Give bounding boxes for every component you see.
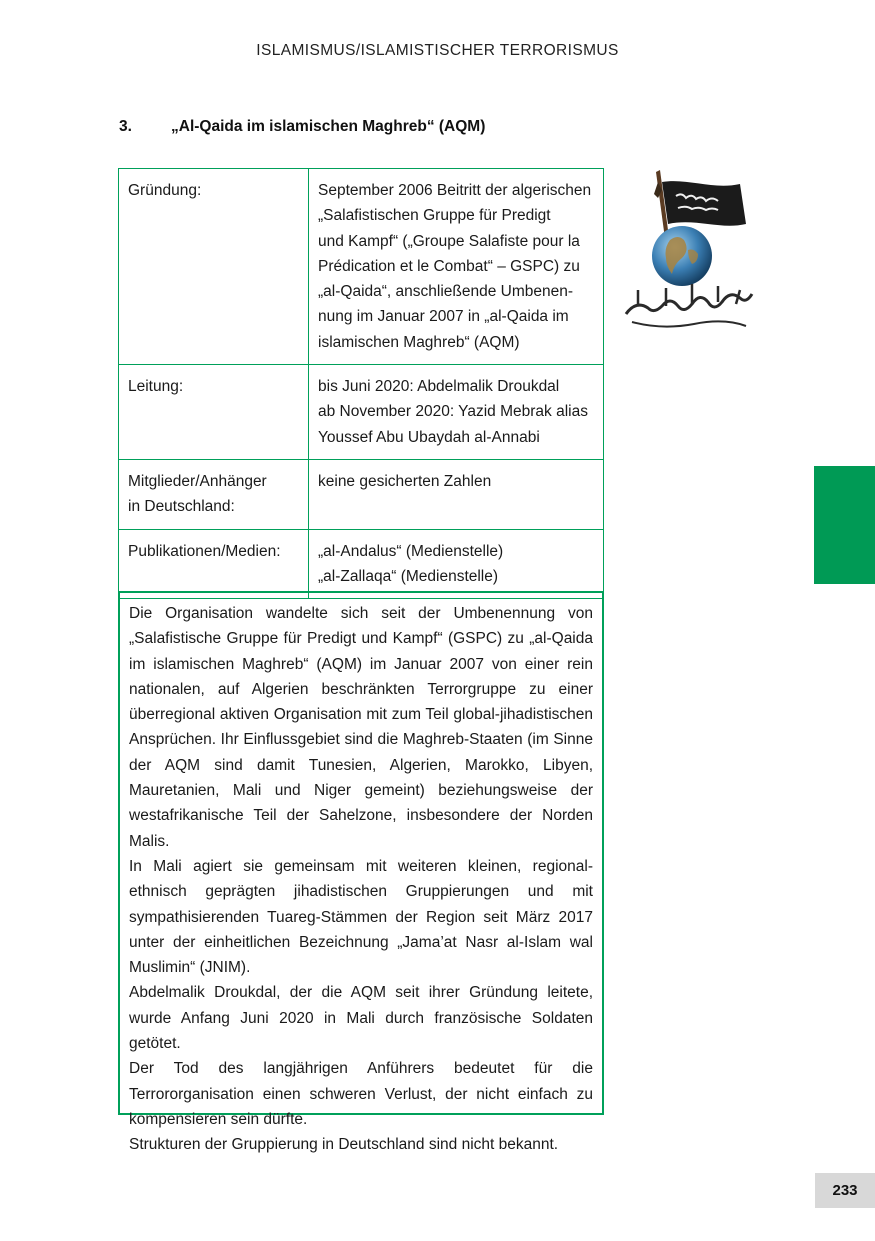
description-paragraph: In Mali agiert sie gemeinsam mit weiteren kleinen, regional-ethnisch geprägten jihadistischen Gruppierungen und mit sympathisierenden Tuareg-Stämmen der Region seit März 2017 unter der einheitlichen Bezeichnung „Jama’at Nasr al-Islam wal Muslimin“ (JNIM). xyxy=(129,857,593,977)
description-paragraph: Die Organisation wandelte sich seit der Umbenennung von „Salafistische Gruppe für Predigt und Kampf“ (GSPC) zu „al-Qaida im islamischen Maghreb“ (AQM) im Januar 2007 von einer rein nationalen, auf Algerien beschränkten Terrorgruppe zu einer überregional aktiven Organisation mit zum Teil global-jihadistischen Ansprüchen. Ihr Einflussgebiet sind die Maghreb-Staaten (im Sinne der AQM sind damit Tunesien, Algerien, Marokko, Libyen, Mauretanien, Mali und Niger gemeint) beziehungsweise der westafrikanische Teil der Sahelzone, insbesondere der Norden Malis. xyxy=(129,605,593,850)
label-leitung: Leitung: xyxy=(119,365,309,460)
value-line: nung im Januar 2007 in „al-Qaida im xyxy=(318,308,569,326)
value-leitung xyxy=(309,365,604,460)
value-line: bis Juni 2020: Abdelmalik Droukdal xyxy=(318,378,560,396)
fact-table xyxy=(118,168,604,599)
value-line: Youssef Abu Ubaydah al-Annabi xyxy=(318,428,540,446)
section-title: „Al-Qaida im islamischen Maghreb“ (AQM) xyxy=(171,118,486,135)
value-line: islamischen Maghreb“ (AQM) xyxy=(318,333,520,351)
running-header: ISLAMISMUS/ISLAMISTISCHER TERRORISMUS xyxy=(256,42,619,59)
table-row xyxy=(119,459,604,529)
value-line: September 2006 Beitritt der algerischen xyxy=(318,182,592,199)
value-line: „al-Qaida“, anschließende Umbenen- xyxy=(318,283,574,301)
table-row xyxy=(119,529,604,599)
value-publikationen xyxy=(309,529,604,599)
description-paragraph: Strukturen der Gruppierung in Deutschland sind nicht bekannt. xyxy=(129,1136,559,1154)
value-mitglieder: keine gesicherten Zahlen xyxy=(309,459,604,529)
description-box xyxy=(118,591,604,1154)
value-line: „al-Andalus“ (Medienstelle) xyxy=(318,542,504,560)
value-line: Prédication et le Combat“ – GSPC) zu xyxy=(318,257,580,275)
value-gruendung xyxy=(309,169,604,365)
label-mitglieder xyxy=(119,459,309,529)
section-heading xyxy=(119,118,485,136)
label-gruendung: Gründung: xyxy=(119,169,309,365)
label-publikationen: Publikationen/Medien: xyxy=(119,529,309,599)
table-row xyxy=(119,365,604,460)
description-paragraph: Der Tod des langjährigen Anführers bedeutet für die Terrororganisation einen schweren Verlust, der nicht einfach zu kompensieren sein dürfte. xyxy=(129,1060,593,1128)
label-line: Mitglieder/Anhänger xyxy=(128,472,267,490)
table-row xyxy=(119,169,604,365)
section-number: 3. xyxy=(119,118,132,135)
label-line: in Deutschland: xyxy=(128,498,235,516)
aqm-emblem-icon xyxy=(618,164,758,340)
chapter-tab xyxy=(814,466,875,584)
page-number: 233 xyxy=(815,1173,875,1208)
value-line: „al-Zallaqa“ (Medienstelle) xyxy=(318,567,499,585)
description-paragraph: Abdelmalik Droukdal, der die AQM seit ihrer Gründung leitete, wurde Anfang Juni 2020 in Mali durch französische Soldaten getötet. xyxy=(129,984,593,1053)
value-line: und Kampf“ („Groupe Salafiste pour la xyxy=(318,232,580,250)
value-line: „Salafistischen Gruppe für Predigt xyxy=(318,207,551,225)
value-line: ab November 2020: Yazid Mebrak alias xyxy=(318,403,588,421)
